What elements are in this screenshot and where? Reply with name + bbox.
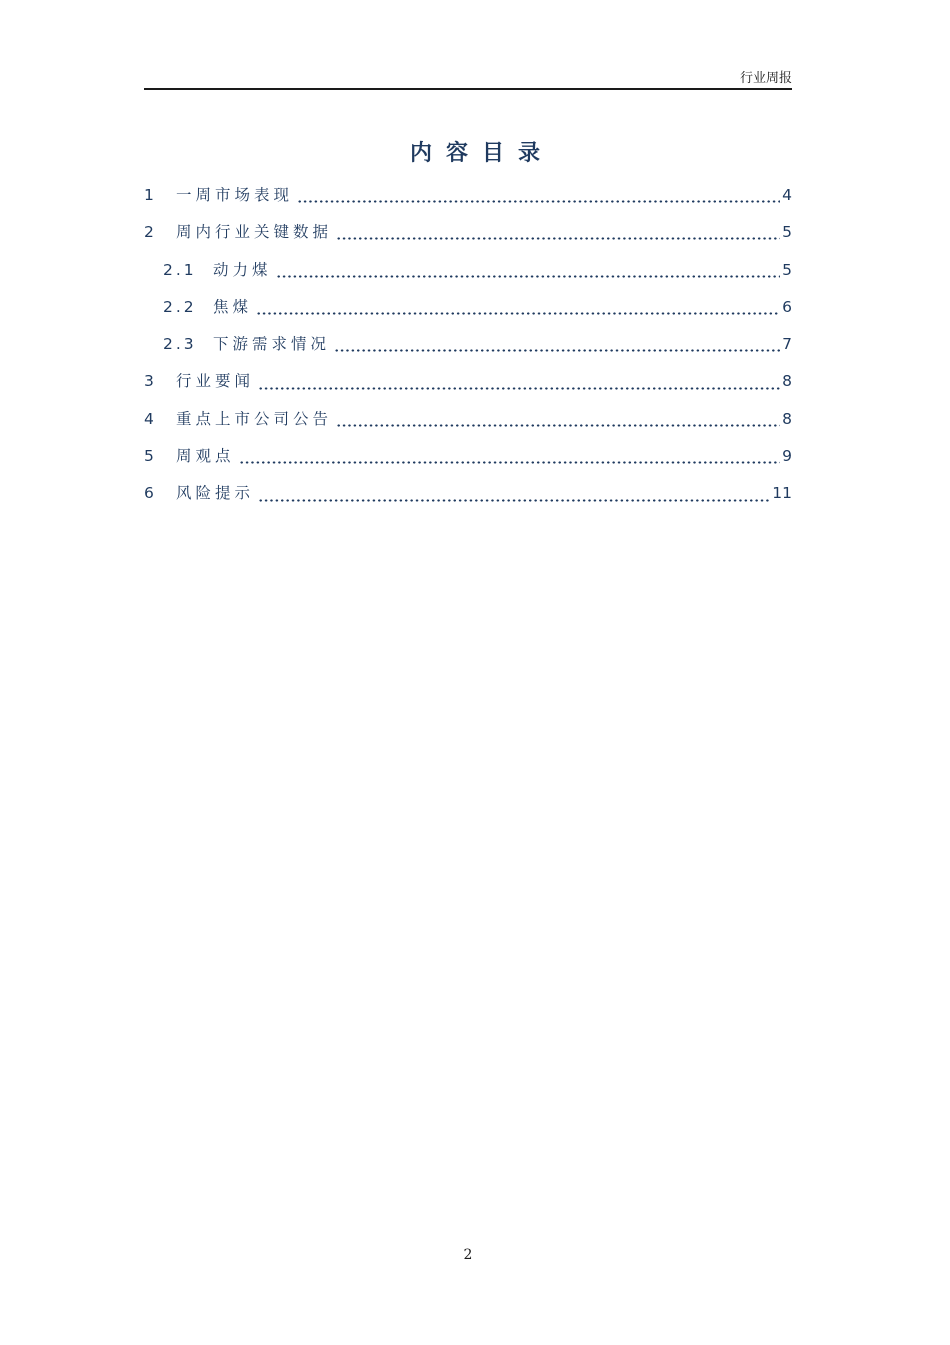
toc-list [144,180,792,516]
toc-entry-number: 4 [144,409,155,428]
toc-entry-title: 周观点 [176,447,235,466]
toc-entry-number: 2.2 [163,297,197,316]
toc-dot-leader [258,383,780,393]
toc-dot-leader [258,495,770,505]
toc-dot-leader [276,271,781,281]
toc-entry-title: 行业要闻 [176,372,255,391]
toc-entry-number: 2 [144,223,155,242]
running-header: 行业周报 [739,71,792,86]
toc-entry-title: 重点上市公司公告 [176,409,333,428]
toc-entry[interactable] [144,404,792,441]
toc-dot-leader [239,458,781,468]
toc-entry[interactable] [144,292,792,329]
header-rule [144,88,792,90]
toc-entry[interactable] [144,478,792,515]
toc-entry-page: 5 [782,223,792,242]
toc-dot-leader [297,197,780,207]
toc-entry-title: 下游需求情况 [213,335,331,354]
toc-title: 内容目录 [409,141,554,166]
toc-entry-title: 风险提示 [176,484,255,503]
toc-entry[interactable] [144,217,792,254]
toc-dot-leader [336,234,780,244]
toc-entry-page: 8 [782,372,792,391]
page-number: 2 [463,1247,473,1263]
toc-entry-page: 8 [782,409,792,428]
toc-entry[interactable] [144,441,792,478]
toc-entry[interactable] [144,329,792,366]
toc-entry-page: 5 [782,260,792,279]
toc-entry-number: 1 [144,186,155,204]
toc-entry-title: 焦煤 [213,297,253,316]
toc-dot-leader [334,346,780,356]
toc-entry-number: 3 [144,372,155,391]
toc-entry-page: 4 [782,186,792,204]
toc-entry-number: 2.1 [163,260,197,279]
toc-entry[interactable] [144,180,792,217]
toc-entry-title: 周内行业关键数据 [176,223,333,242]
toc-entry-page: 11 [772,484,792,503]
toc-dot-leader [256,309,780,319]
toc-entry[interactable] [144,255,792,292]
toc-entry-number: 5 [144,447,155,466]
toc-dot-leader [336,420,780,430]
toc-entry-number: 6 [144,484,155,503]
toc-entry[interactable] [144,366,792,403]
toc-entry-page: 7 [782,335,792,354]
toc-entry-title: 一周市场表现 [176,186,294,204]
toc-entry-number: 2.3 [163,335,197,354]
toc-entry-page: 6 [782,297,792,316]
toc-entry-title: 动力煤 [213,260,272,279]
toc-entry-page: 9 [782,447,792,466]
